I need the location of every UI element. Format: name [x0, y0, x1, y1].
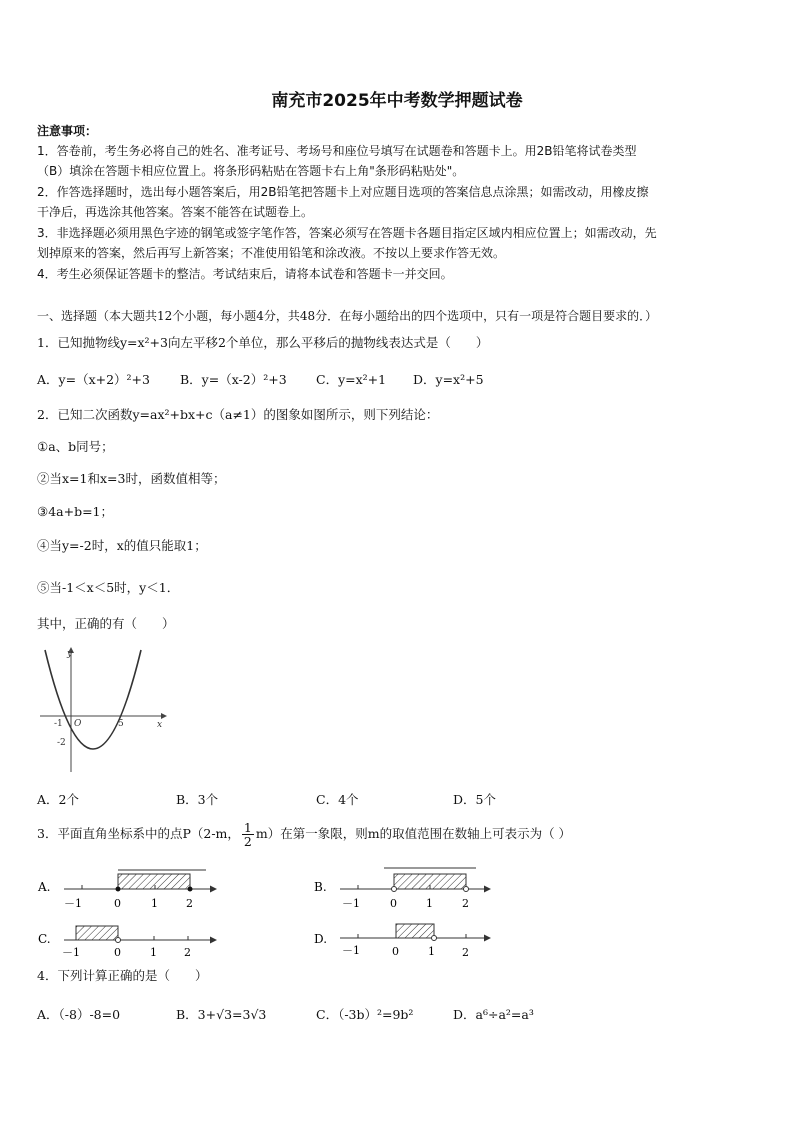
notice-heading: 注意事项：: [37, 124, 98, 138]
q2-ask: 其中，正确的有（ ）: [37, 616, 175, 631]
tick-label: －1: [64, 897, 82, 910]
tick-label-neg1: -1: [54, 719, 63, 729]
number-line-c: [38, 926, 216, 959]
q4-option-a: A．（-8）-8=0: [37, 1007, 121, 1022]
q2-option-a: A．2个: [37, 792, 79, 807]
q3-stem: [37, 818, 571, 850]
tick-label: 1: [426, 897, 433, 910]
q2-option-c: C．4个: [316, 792, 359, 807]
parabola-graph: [36, 644, 172, 776]
notice-line: （B）填涂在答题卡相应位置上。将条形码粘贴在答题卡右上角"条形码粘贴处"。: [37, 164, 465, 178]
tick-label: －1: [342, 944, 360, 957]
q1-stem: 1．已知抛物线y=x²+3向左平移2个单位，那么平移后的抛物线表达式是（ ）: [37, 335, 489, 350]
notice-line: 干净后，再选涂其他答案。答案不能答在试题卷上。: [37, 205, 314, 219]
notice-line: 1．答卷前，考生务必将自己的姓名、准考证号、考场号和座位号填写在试题卷和答题卡上。用2B铅笔将试卷类型: [37, 144, 637, 158]
fraction-numerator: 1: [243, 819, 252, 835]
origin-label: O: [74, 719, 82, 729]
fraction: [242, 821, 254, 848]
tick-label: 2: [462, 897, 469, 910]
notice-line: 3．非选择题必须用黑色字迹的钢笔或签字笔作答，答案必须写在答题卡各题目指定区域内相应位置上；如需改动，先: [37, 226, 657, 240]
q1-option-b: B．y=（x-2）²+3: [180, 372, 287, 387]
page-title: 南充市2025年中考数学押题试卷: [271, 91, 523, 111]
q1-option-c: C．y=x²+1: [316, 372, 387, 387]
fraction-denominator: 2: [243, 834, 252, 849]
number-line-d: [314, 924, 490, 959]
tick-label-5: 5: [118, 719, 124, 729]
tick-label: －1: [62, 946, 80, 959]
option-letter-b: B.: [314, 880, 327, 894]
parabola-curve: [45, 650, 141, 749]
q2-option-d: D．5个: [453, 792, 496, 807]
y-axis-label: y: [67, 649, 73, 659]
option-letter-a: A.: [38, 880, 51, 894]
tick-label: 1: [151, 897, 158, 910]
q1-option-a: A．y=（x+2）²+3: [37, 372, 150, 387]
q2-statement: ④当y=-2时，x的值只能取1；: [37, 538, 207, 553]
tick-label: 0: [392, 945, 399, 958]
option-letter-c: C.: [38, 932, 51, 946]
notice-line: 划掉原来的答案，然后再写上新答案；不准使用铅笔和涂改液。不按以上要求作答无效。: [37, 246, 506, 260]
shaded-interval: [118, 874, 190, 889]
notice-line: 4．考生必须保证答题卡的整洁。考试结束后，请将本试卷和答题卡一并交回。: [37, 267, 453, 281]
q3-number-lines: [30, 860, 500, 962]
q2-statement: ②当x=1和x=3时，函数值相等；: [37, 471, 226, 486]
tick-label: 0: [114, 946, 121, 959]
tick-label: －1: [342, 897, 360, 910]
section-heading: 一、选择题（本大题共12个小题，每小题4分，共48分．在每小题给出的四个选项中，只有一项是符合题目要求的．）: [37, 309, 658, 323]
tick-label: 0: [390, 897, 397, 910]
tick-label: 2: [462, 946, 469, 959]
q1-option-d: D．y=x²+5: [413, 372, 484, 387]
q4-option-b: B．3+√3=3√3: [176, 1007, 267, 1022]
tick-label: 1: [150, 946, 157, 959]
tick-label: 1: [428, 945, 435, 958]
x-axis-label: x: [157, 720, 163, 730]
q2-statement: ③4a+b=1；: [37, 504, 114, 519]
tick-label: 0: [114, 897, 121, 910]
q3-stem-pre: 3．平面直角坐标系中的点P（2-m，: [37, 826, 240, 841]
tick-label: 2: [186, 897, 193, 910]
shaded-interval: [394, 874, 466, 889]
q4-option-d: D．a⁶÷a²=a³: [453, 1007, 534, 1022]
q2-option-b: B．3个: [176, 792, 219, 807]
tick-label: 2: [184, 946, 191, 959]
q3-stem-post: m）在第一象限，则m的取值范围在数轴上可表示为（ ）: [255, 826, 572, 841]
option-letter-d: D.: [314, 932, 328, 946]
notice-line: 2．作答选择题时，选出每小题答案后，用2B铅笔把答题卡上对应题目选项的答案信息点涂黑；如需改动，用橡皮擦: [37, 185, 649, 199]
q4-stem: 4．下列计算正确的是（ ）: [37, 968, 208, 983]
tick-label-neg2: -2: [57, 738, 66, 748]
q2-statement: ⑤当-1＜x＜5时，y＜1．: [37, 580, 180, 595]
q2-stem: 2．已知二次函数y=ax²+bx+c（a≠1）的图象如图所示，则下列结论：: [37, 407, 439, 422]
shaded-interval: [76, 926, 118, 940]
q2-statement: ①a、b同号；: [37, 439, 114, 454]
q4-option-c: C．（-3b）²=9b²: [316, 1007, 414, 1022]
number-line-a: [37, 870, 216, 910]
number-line-b: [314, 868, 490, 910]
shaded-interval: [396, 924, 434, 938]
